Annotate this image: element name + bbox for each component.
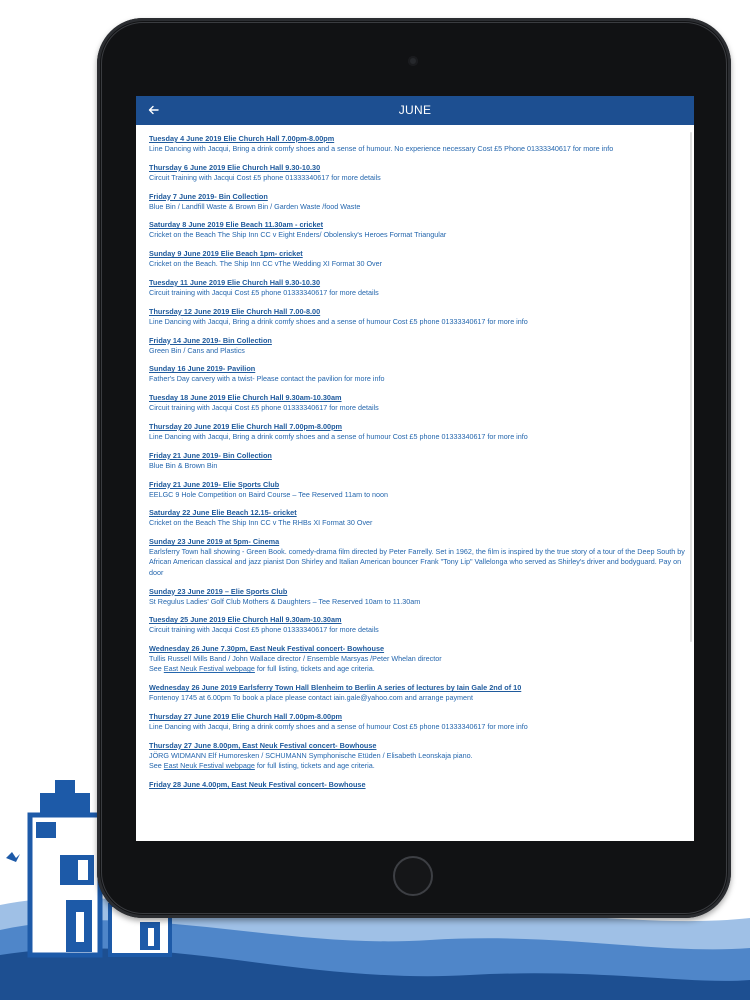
event-title-link[interactable]: Sunday 16 June 2019- Pavilion: [149, 364, 256, 374]
event-description: Earlsferry Town hall showing - Green Book. comedy-drama film directed by Peter Farrelly. Set in 1962, the film is inspired by the true story of a tour of the Deep South by African American classical and jazz pianist Don Shirley and Italian American bouncer Frank "Tony Lip" Vallelonga who served as Shirley's driver and bodyguard. Pay on door: [149, 547, 685, 577]
event-item: [149, 587, 689, 607]
event-item: [149, 134, 689, 154]
event-title-link[interactable]: Friday 14 June 2019- Bin Collection: [149, 335, 272, 345]
event-title-link[interactable]: Thursday 12 June 2019 Elie Church Hall 7.00-8.00: [149, 306, 321, 316]
event-description: Line Dancing with Jacqui, Bring a drink comfy shoes and a sense of humour. No experience necessary Cost £5 Phone 01333340617 for more info: [149, 144, 614, 153]
event-item: [149, 220, 689, 240]
event-description: Cricket on the Beach The Ship Inn CC v The RHBs XI Format 30 Over: [149, 518, 373, 528]
event-description: JÖRG WIDMANN Elf Humoresken / SCHUMANN Symphonische Etüden / Elisabeth Leonskaja piano.: [149, 750, 473, 760]
event-item: [149, 712, 689, 732]
event-title-link[interactable]: Wednesday 26 June 7.30pm, East Neuk Festival concert- Bowhouse: [149, 644, 385, 654]
event-item: [149, 537, 689, 578]
bird-icon: [6, 852, 20, 862]
event-title-link[interactable]: Thursday 27 June 2019 Elie Church Hall 7.00pm-8.00pm: [149, 712, 343, 722]
event-title-link[interactable]: Tuesday 4 June 2019 Elie Church Hall 7.00pm-8.00pm: [149, 134, 335, 143]
event-description: Cricket on the Beach. The Ship Inn CC vThe Wedding XI Format 30 Over: [149, 259, 383, 269]
front-camera: [408, 56, 418, 66]
scrollbar[interactable]: [690, 132, 692, 642]
event-title-link[interactable]: Thursday 6 June 2019 Elie Church Hall 9.30-10.30: [149, 162, 321, 172]
event-item: [149, 451, 689, 471]
event-title-link[interactable]: Sunday 9 June 2019 Elie Beach 1pm- cricket: [149, 249, 303, 259]
event-description: Line Dancing with Jacqui, Bring a drink comfy shoes and a sense of humour Cost £5 phone 01333340617 for more info: [149, 316, 528, 326]
event-title-link[interactable]: Tuesday 11 June 2019 Elie Church Hall 9.30-10.30: [149, 277, 321, 287]
see-prefix: See: [149, 664, 164, 674]
app-bar: [136, 96, 694, 125]
event-item: [149, 393, 689, 413]
event-item: [149, 644, 689, 675]
event-item: [149, 780, 689, 790]
festival-webpage-link[interactable]: East Neuk Festival webpage: [163, 761, 255, 771]
event-description: St Regulus Ladies' Golf Club Mothers & Daughters – Tee Reserved 10am to 11.30am: [149, 596, 421, 606]
event-item: [149, 192, 689, 212]
event-item: [149, 249, 689, 269]
event-title-link[interactable]: Friday 21 June 2019- Elie Sports Club: [149, 479, 280, 489]
event-item: [149, 480, 689, 500]
page-title: JUNE: [398, 103, 432, 117]
event-item: [149, 615, 689, 635]
event-item: [149, 336, 689, 356]
event-description: Line Dancing with Jacqui, Bring a drink comfy shoes and a sense of humour Cost £5 phone 01333340617 for more info: [149, 722, 528, 732]
event-description: Circuit Training with Jacqui Cost £5 phone 01333340617 for more details: [149, 172, 381, 182]
see-suffix: for full listing, tickets and age criteria.: [254, 761, 375, 771]
event-title-link[interactable]: Sunday 23 June 2019 at 5pm- Cinema: [149, 537, 280, 547]
event-description: Blue Bin & Brown Bin: [149, 460, 218, 470]
event-title-link[interactable]: Sunday 23 June 2019 – Elie Sports Club: [149, 586, 288, 596]
tablet-device: [97, 18, 731, 918]
festival-webpage-link[interactable]: East Neuk Festival webpage: [163, 664, 255, 674]
event-item: [149, 278, 689, 298]
event-item: [149, 364, 689, 384]
event-see-more: [149, 664, 689, 674]
event-description: Father's Day carvery with a twist- Please contact the pavilion for more info: [149, 374, 385, 384]
event-title-link[interactable]: Friday 21 June 2019- Bin Collection: [149, 450, 272, 460]
event-title-link[interactable]: Tuesday 25 June 2019 Elie Church Hall 9.30am-10.30am: [149, 615, 342, 625]
event-item: [149, 307, 689, 327]
event-description: Cricket on the Beach The Ship Inn CC v Eight Enders/ Obolensky's Heroes Format Triangular: [149, 230, 447, 240]
event-title-link[interactable]: Saturday 8 June 2019 Elie Beach 11.30am - cricket: [149, 220, 324, 230]
event-title-link[interactable]: Tuesday 18 June 2019 Elie Church Hall 9.30am-10.30am: [149, 393, 342, 403]
home-button[interactable]: [393, 856, 433, 896]
event-description: Circuit training with Jacqui Cost £5 phone 01333340617 for more details: [149, 287, 379, 297]
event-description: Fontenoy 1745 at 6.00pm To book a place please contact iain.gale@yahoo.com and arrange payment: [149, 693, 474, 703]
event-title-link[interactable]: Saturday 22 June Elie Beach 12.15- cricket: [149, 508, 297, 518]
event-description: Circuit training with Jacqui Cost £5 phone 01333340617 for more details: [149, 625, 379, 635]
event-description: Line Dancing with Jacqui, Bring a drink comfy shoes and a sense of humour Cost £5 phone 01333340617 for more info: [149, 431, 528, 441]
event-list[interactable]: [149, 134, 689, 839]
event-title-link[interactable]: Wednesday 26 June 2019 Earlsferry Town Hall Blenheim to Berlin A series of lectures by Iain Gale 2nd of 10: [149, 683, 522, 693]
event-see-more: [149, 761, 689, 771]
event-item: [149, 508, 689, 528]
event-description: Blue Bin / Landfill Waste & Brown Bin / Garden Waste /food Waste: [149, 201, 361, 211]
event-item: [149, 683, 689, 703]
event-title-link[interactable]: Thursday 27 June 8.00pm, East Neuk Festival concert- Bowhouse: [149, 740, 377, 750]
event-title-link[interactable]: Thursday 20 June 2019 Elie Church Hall 7.00pm-8.00pm: [149, 421, 343, 431]
event-item: [149, 741, 689, 772]
event-item: [149, 163, 689, 183]
event-item: [149, 422, 689, 442]
see-prefix: See: [149, 761, 164, 771]
see-suffix: for full listing, tickets and age criteria.: [254, 664, 375, 674]
event-description: Circuit training with Jacqui Cost £5 phone 01333340617 for more details: [149, 403, 379, 413]
event-title-link[interactable]: Friday 28 June 4.00pm, East Neuk Festival concert- Bowhouse: [149, 779, 366, 789]
tablet-screen: [136, 96, 694, 841]
event-description: EELGC 9 Hole Competition on Baird Course – Tee Reserved 11am to noon: [149, 489, 389, 499]
event-description: Tullis Russell Mills Band / John Wallace director / Ensemble Marsyas /Peter Whelan director: [149, 654, 442, 664]
event-title-link[interactable]: Friday 7 June 2019- Bin Collection: [149, 191, 268, 201]
event-description: Green Bin / Cans and Plastics: [149, 345, 245, 355]
